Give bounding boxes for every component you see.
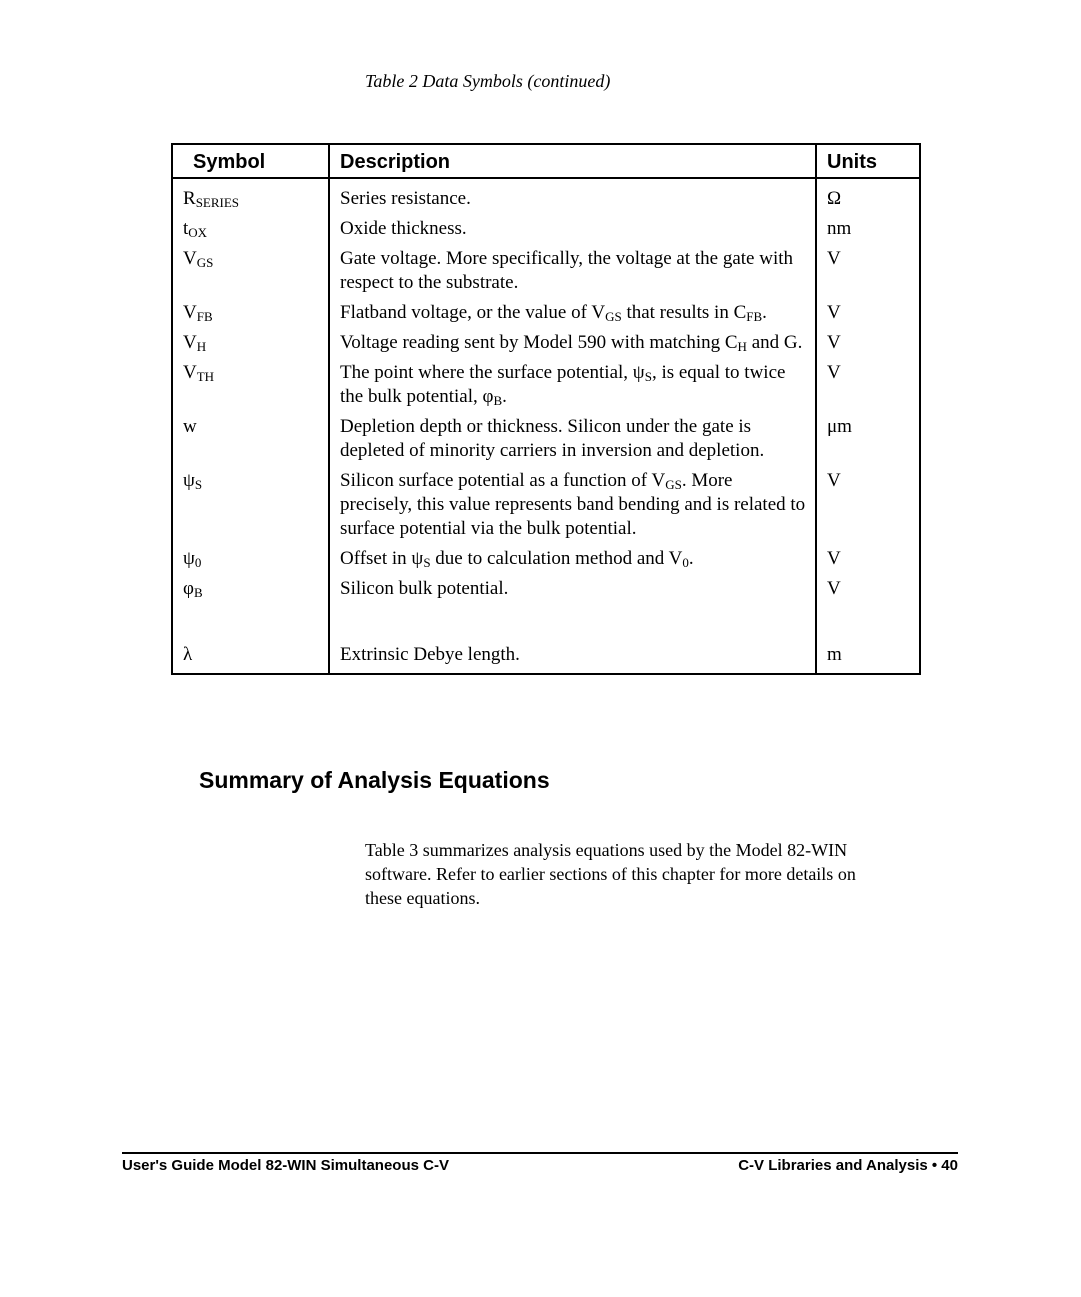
symbol-cell: $\psi_0$ (172, 547, 329, 577)
table-row (172, 361, 920, 415)
table-row (172, 547, 920, 577)
symbol-cell: $\varphi_B$ (172, 577, 329, 607)
units-cell: Ω (827, 188, 842, 209)
table-row (172, 178, 920, 217)
description-cell: Depletion depth or thickness. Silicon under the gate is depleted of minority carriers in inversion and depletion. (329, 415, 816, 469)
symbol-cell: w (172, 415, 329, 469)
column-header-units: Units (816, 144, 920, 178)
section-paragraph: Table 3 summarizes analysis equations used by the Model 82-WIN software. Refer to earlier sections of this chapter for more details on these equations. (365, 840, 856, 908)
units-cell: V (827, 302, 841, 323)
symbol-cell: $R_{SERIES}$ (172, 178, 329, 217)
symbol-cell: $V_H$ (172, 331, 329, 361)
units-cell: V (827, 248, 841, 269)
description-cell: Gate voltage. More specifically, the voltage at the gate with respect to the substrate. (329, 247, 816, 301)
description-cell: Offset in $\psi_S$ due to calculation method and $V_0$. (329, 547, 816, 577)
table-header-row (172, 144, 920, 178)
description-cell: Flatband voltage, or the value of $V_{GS}$ that results in $C_{FB}$. (329, 301, 816, 331)
symbol-cell: $V_{FB}$ (172, 301, 329, 331)
footer-left: User's Guide Model 82-WIN Simultaneous C-V (122, 1157, 449, 1174)
table-row (172, 577, 920, 607)
table-row (172, 247, 920, 301)
table-row (172, 301, 920, 331)
table-caption: Table 2 Data Symbols (continued) (365, 71, 611, 91)
table-row (172, 607, 920, 674)
footer-right: C-V Libraries and Analysis • 40 (738, 1157, 958, 1174)
units-cell: V (827, 470, 841, 491)
units-cell: μm (827, 416, 852, 437)
footer-rule (122, 1152, 958, 1154)
description-cell: The point where the surface potential, $\psi_S$, is equal to twice the bulk potential, $\varphi_B$. (329, 361, 816, 415)
table-row (172, 217, 920, 247)
column-header-symbol: Symbol (172, 144, 329, 178)
section-heading: Summary of Analysis Equations (199, 767, 550, 793)
units-cell: V (827, 362, 841, 383)
table-row (172, 415, 920, 469)
data-symbols-table (171, 143, 921, 675)
symbol-cell: $V_{GS}$ (172, 247, 329, 301)
units-cell: nm (827, 218, 852, 239)
units-cell: V (827, 578, 841, 599)
description-cell: Oxide thickness. (329, 217, 816, 247)
column-header-description: Description (329, 144, 816, 178)
description-cell: Series resistance. (329, 178, 816, 217)
table-row (172, 469, 920, 547)
symbol-cell: $t_{OX}$ (172, 217, 329, 247)
units-cell: V (827, 548, 841, 569)
units-cell: m (827, 644, 842, 665)
symbol-cell: $V_{TH}$ (172, 361, 329, 415)
description-cell: Silicon surface potential as a function of $V_{GS}$. More precisely, this value represents band bending and is related to surface potential via the bulk potential. (329, 469, 816, 547)
symbol-cell: λ (172, 607, 329, 674)
symbol-cell: $\psi_S$ (172, 469, 329, 547)
description-cell: Voltage reading sent by Model 590 with matching $C_H$ and G. (329, 331, 816, 361)
units-cell: V (827, 332, 841, 353)
table-row (172, 331, 920, 361)
description-cell: Silicon bulk potential. (329, 577, 816, 607)
description-cell: Extrinsic Debye length. (329, 607, 816, 674)
